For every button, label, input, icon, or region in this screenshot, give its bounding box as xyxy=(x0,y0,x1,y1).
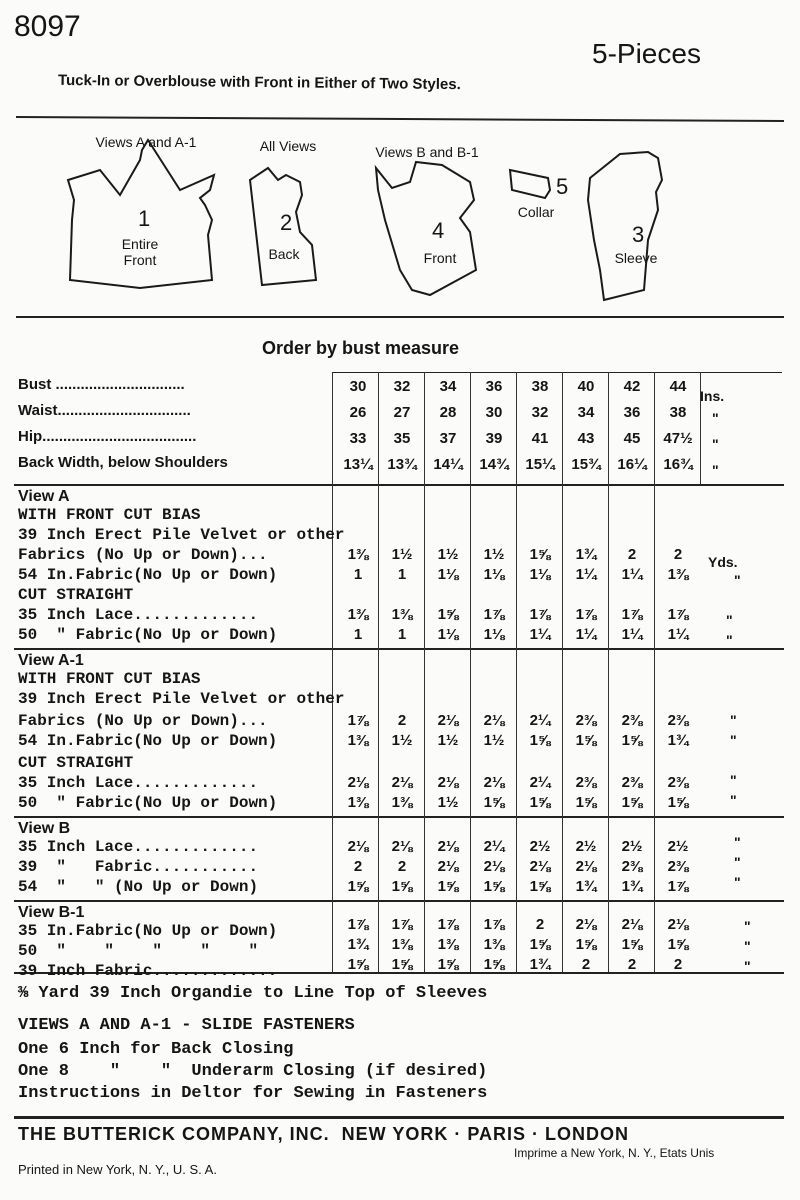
ditto-a1-r4: " xyxy=(730,792,737,808)
yardage-value: 1¾ xyxy=(667,732,689,749)
hip-value: 39 xyxy=(485,430,503,447)
yardage-value: 2¼ xyxy=(529,774,551,791)
view-b1-title: View B-1 xyxy=(18,904,85,921)
yardage-value: 1⅜ xyxy=(437,936,459,953)
waist-label: Waist................................ xyxy=(18,402,191,419)
yardage-value: 1⅞ xyxy=(667,606,689,623)
back-width-value: 13¾ xyxy=(387,456,417,473)
piece-1-number: 1 xyxy=(138,206,151,231)
yardage-value: 1⅝ xyxy=(483,794,505,811)
imprime: Imprime a New York, N. Y., Etats Unis xyxy=(514,1146,715,1160)
pattern-subtitle: Tuck-In or Overblouse with Front in Either of Two Styles. xyxy=(57,71,461,94)
yardage-value: 1⅛ xyxy=(529,566,551,583)
yardage-value: 2½ xyxy=(529,838,551,855)
yardage-value: 2½ xyxy=(621,838,643,855)
yardage-value: 2⅛ xyxy=(483,712,505,729)
back-width-value: 14¾ xyxy=(479,456,509,473)
piece-5-name: Collar xyxy=(517,204,555,220)
ditto-b-r3: " xyxy=(734,874,741,890)
back-width-label: Back Width, below Shoulders xyxy=(18,454,228,471)
yardage-value: 1⅝ xyxy=(529,546,551,563)
yardage-value: 1½ xyxy=(437,794,459,811)
waist-value: 28 xyxy=(439,404,457,421)
yardage-value: 2⅛ xyxy=(437,838,459,855)
yardage-value: 1⅝ xyxy=(667,936,689,953)
all-views-label: All Views xyxy=(259,138,317,154)
piece-2-number: 2 xyxy=(280,210,293,235)
view-a1-bottom xyxy=(14,816,784,818)
view-a1-r2-label: 54 In.Fabric(No Up or Down) xyxy=(18,732,278,750)
yardage-value: 2 xyxy=(673,546,683,563)
yardage-value: 1⅝ xyxy=(347,956,369,973)
ditto-a1-r1: " xyxy=(730,712,737,728)
back-width-value: 16¼ xyxy=(617,456,647,473)
ditto-a1-r2: " xyxy=(730,732,737,748)
yardage-value: 1⅝ xyxy=(529,732,551,749)
bust-value: 38 xyxy=(531,378,549,395)
yardage-value: 1½ xyxy=(483,732,505,749)
waist-value: 36 xyxy=(623,404,641,421)
yardage-value: 2⅜ xyxy=(667,774,689,791)
note-fasteners-heading: VIEWS A AND A-1 - SLIDE FASTENERS xyxy=(18,1016,355,1035)
yardage-value: 1⅜ xyxy=(483,936,505,953)
piece-5-number: 5 xyxy=(556,174,569,199)
waist-value: 38 xyxy=(669,404,687,421)
ditto-b1-r2: " xyxy=(744,938,751,954)
piece-2-name: Back xyxy=(268,246,300,262)
yardage-value: 1¾ xyxy=(575,546,597,563)
yardage-value: 2 xyxy=(627,956,637,973)
hip-value: 41 xyxy=(531,430,549,447)
yardage-value: 2⅜ xyxy=(667,858,689,875)
yardage-value: 1⅞ xyxy=(621,606,643,623)
ditto-b1-r3: " xyxy=(744,958,751,974)
yardage-value: 1⅜ xyxy=(347,732,369,749)
yardage-value: 2⅛ xyxy=(575,916,597,933)
yardage-value: 1¼ xyxy=(575,626,597,643)
company-name: THE BUTTERICK COMPANY, INC. NEW YORK · PARIS · LONDON xyxy=(18,1124,630,1144)
hip-value: 33 xyxy=(349,430,367,447)
view-b-title: View B xyxy=(18,820,71,837)
note-deltor-instructions: Instructions in Deltor for Sewing in Fasteners xyxy=(18,1084,488,1103)
hip-value: 43 xyxy=(577,430,595,447)
grid-column-line xyxy=(562,372,563,972)
yardage-value: 1⅝ xyxy=(529,936,551,953)
ditto-back: " xyxy=(712,462,719,478)
yardage-value: 2 xyxy=(353,858,363,875)
bust-value: 32 xyxy=(393,378,411,395)
yardage-value: 1¼ xyxy=(529,626,551,643)
back-width-value: 15¾ xyxy=(571,456,601,473)
printed-in: Printed in New York, N. Y., U. S. A. xyxy=(18,1162,217,1177)
yardage-value: 1⅝ xyxy=(575,732,597,749)
yardage-value: 1⅜ xyxy=(391,606,413,623)
table-measures-bottom xyxy=(14,484,784,486)
grid-column-line xyxy=(470,372,471,972)
view-a-r1-label: Fabrics (No Up or Down)... xyxy=(18,546,268,564)
yardage-value: 1⅛ xyxy=(483,566,505,583)
view-a-r4-label: 50 " Fabric(No Up or Down) xyxy=(18,626,278,644)
yardage-value: 1⅞ xyxy=(529,606,551,623)
bust-value: 34 xyxy=(439,378,457,395)
piece-4-name: Front xyxy=(423,250,457,266)
note-underarm-closing: One 8 " " Underarm Closing (if desired) xyxy=(18,1062,488,1081)
hip-value: 45 xyxy=(623,430,641,447)
ditto-b-r2: " xyxy=(734,854,741,870)
back-width-value: 15¼ xyxy=(525,456,555,473)
yardage-value: 2⅜ xyxy=(575,712,597,729)
yardage-value: 1⅝ xyxy=(529,878,551,895)
yardage-value: 1⅝ xyxy=(575,936,597,953)
yardage-value: 1¼ xyxy=(667,626,689,643)
yardage-value: 1⅝ xyxy=(621,732,643,749)
yardage-value: 1⅝ xyxy=(391,878,413,895)
yardage-value: 1¾ xyxy=(529,956,551,973)
view-b1-r2-label: 50 " " " " " xyxy=(18,942,259,960)
grid-column-line xyxy=(608,372,609,972)
view-a-bottom xyxy=(14,648,784,650)
yardage-value: 1⅞ xyxy=(347,916,369,933)
yardage-value: 1⅝ xyxy=(391,956,413,973)
view-a1-r4-label: 50 " Fabric(No Up or Down) xyxy=(18,794,278,812)
view-b-r2-label: 39 " Fabric........... xyxy=(18,858,259,876)
view-a1-title: View A-1 xyxy=(18,652,84,669)
yardage-value: 1⅜ xyxy=(347,546,369,563)
yardage-value: 1⅝ xyxy=(437,878,459,895)
order-title: Order by bust measure xyxy=(262,338,460,358)
yardage-value: 2⅜ xyxy=(575,774,597,791)
bust-value: 36 xyxy=(485,378,503,395)
yardage-value: 2⅛ xyxy=(347,774,369,791)
yardage-value: 1⅞ xyxy=(575,606,597,623)
bust-label: Bust ............................... xyxy=(18,376,185,393)
grid-column-line xyxy=(424,372,425,972)
yardage-value: 1⅝ xyxy=(575,794,597,811)
yardage-value: 2⅛ xyxy=(575,858,597,875)
table-top-line xyxy=(332,372,782,373)
yardage-value: 2⅛ xyxy=(483,774,505,791)
yardage-value: 2⅛ xyxy=(347,838,369,855)
yardage-value: 1½ xyxy=(437,546,459,563)
yardage-value: 1⅝ xyxy=(437,956,459,973)
view-b1-r1-label: 35 In.Fabric(No Up or Down) xyxy=(18,922,278,940)
bust-value: 30 xyxy=(349,378,367,395)
view-a1-line2: 39 Inch Erect Pile Velvet or other xyxy=(18,690,345,708)
yardage-value: 2⅛ xyxy=(667,916,689,933)
waist-value: 32 xyxy=(531,404,549,421)
yardage-value: 2⅛ xyxy=(621,916,643,933)
yardage-value: 1 xyxy=(397,626,407,643)
yardage-value: 2⅜ xyxy=(621,774,643,791)
hip-label: Hip..................................... xyxy=(18,428,197,445)
view-a-line1: WITH FRONT CUT BIAS xyxy=(18,506,201,524)
view-b-bottom xyxy=(14,900,784,902)
yardage-value: 1⅝ xyxy=(621,794,643,811)
view-a1-r1-label: Fabrics (No Up or Down)... xyxy=(18,712,268,730)
views-b-label: Views B and B-1 xyxy=(375,144,479,160)
pattern-number: 8097 xyxy=(14,10,81,43)
yardage-value: 2¼ xyxy=(483,838,505,855)
piece-3-name: Sleeve xyxy=(614,250,658,266)
yardage-value: 2 xyxy=(535,916,545,933)
yardage-value: 2 xyxy=(673,956,683,973)
yardage-value: 1½ xyxy=(391,546,413,563)
ditto-b-r1: " xyxy=(734,834,741,850)
yardage-value: 1⅛ xyxy=(437,626,459,643)
grid-column-line xyxy=(332,372,333,972)
view-a-title: View A xyxy=(18,488,70,505)
bust-value: 44 xyxy=(669,378,687,395)
yardage-value: 1⅛ xyxy=(437,566,459,583)
waist-value: 26 xyxy=(349,404,367,421)
back-width-value: 16¾ xyxy=(663,456,693,473)
ditto-b1-r1: " xyxy=(744,918,751,934)
yardage-value: 1⅞ xyxy=(347,712,369,729)
unit-yds: Yds. xyxy=(708,554,738,570)
yardage-value: 1⅜ xyxy=(667,566,689,583)
yardage-value: 1⅜ xyxy=(391,936,413,953)
piece-4-number: 4 xyxy=(432,218,445,243)
divider-diagram xyxy=(16,316,784,318)
yardage-value: 2⅛ xyxy=(529,858,551,875)
yardage-value: 2⅛ xyxy=(391,838,413,855)
yardage-value: 2⅛ xyxy=(391,774,413,791)
yardage-value: 1¼ xyxy=(575,566,597,583)
views-a-label: Views A and A-1 xyxy=(95,134,197,150)
grid-column-line xyxy=(654,372,655,972)
yardage-value: 1⅝ xyxy=(483,878,505,895)
note-back-closing: One 6 Inch for Back Closing xyxy=(18,1040,294,1059)
yardage-value: 2¼ xyxy=(529,712,551,729)
yardage-value: 1¼ xyxy=(621,566,643,583)
yardage-value: 1⅝ xyxy=(529,794,551,811)
yardage-value: 2½ xyxy=(575,838,597,855)
ditto-a-r2: " xyxy=(734,572,741,588)
view-a1-r3-label: 35 Inch Lace............. xyxy=(18,774,259,792)
yardage-value: 1⅜ xyxy=(347,794,369,811)
hip-value: 37 xyxy=(439,430,457,447)
piece-3-number: 3 xyxy=(632,222,645,247)
yardage-value: 2⅛ xyxy=(437,712,459,729)
waist-value: 34 xyxy=(577,404,595,421)
view-a1-cut: CUT STRAIGHT xyxy=(18,754,134,772)
piece-4-outline xyxy=(376,162,476,295)
yardage-value: 2⅜ xyxy=(621,858,643,875)
yardage-value: 1⅝ xyxy=(483,956,505,973)
yardage-value: 2⅛ xyxy=(437,858,459,875)
pieces-count: 5-Pieces xyxy=(592,38,701,69)
yardage-value: 1⅝ xyxy=(347,878,369,895)
yardage-value: 1⅜ xyxy=(347,606,369,623)
ditto-waist: " xyxy=(712,410,719,426)
divider-footer xyxy=(14,1116,784,1119)
grid-column-line xyxy=(516,372,517,972)
yardage-value: 2⅛ xyxy=(483,858,505,875)
hip-value: 35 xyxy=(393,430,411,447)
yardage-value: 1¾ xyxy=(347,936,369,953)
yardage-value: 1 xyxy=(397,566,407,583)
bust-value: 42 xyxy=(623,378,641,395)
piece-5-outline xyxy=(510,170,550,198)
yardage-value: 2½ xyxy=(667,838,689,855)
yardage-value: 1 xyxy=(353,626,363,643)
ditto-hip: " xyxy=(712,436,719,452)
view-a-r2-label: 54 In.Fabric(No Up or Down) xyxy=(18,566,278,584)
view-b-r1-label: 35 Inch Lace............. xyxy=(18,838,259,856)
view-b1-r3-label: 39 Inch Fabric............. xyxy=(18,962,278,980)
ditto-a-r3: " xyxy=(726,612,733,628)
yardage-value: 1⅞ xyxy=(391,916,413,933)
ditto-a-r4: " xyxy=(726,632,733,648)
yardage-value: 1¼ xyxy=(621,626,643,643)
yardage-value: 1⅝ xyxy=(437,606,459,623)
yardage-value: 1⅞ xyxy=(437,916,459,933)
yardage-value: 1¾ xyxy=(621,878,643,895)
yardage-value: 1½ xyxy=(483,546,505,563)
yardage-value: 1¾ xyxy=(575,878,597,895)
piece-3-outline xyxy=(588,152,662,300)
yardage-value: 1⅝ xyxy=(667,794,689,811)
waist-value: 27 xyxy=(393,404,411,421)
view-a-r3-label: 35 Inch Lace............. xyxy=(18,606,259,624)
yardage-value: 1⅞ xyxy=(483,606,505,623)
note-organdie: ⅜ Yard 39 Inch Organdie to Line Top of Sleeves xyxy=(18,984,488,1003)
yardage-value: 1 xyxy=(353,566,363,583)
back-width-value: 14¼ xyxy=(433,456,463,473)
waist-value: 30 xyxy=(485,404,503,421)
yardage-value: 1⅞ xyxy=(667,878,689,895)
yardage-value: 2 xyxy=(397,712,407,729)
ditto-a1-r3: " xyxy=(730,772,737,788)
yardage-value: 2⅜ xyxy=(621,712,643,729)
yardage-value: 2 xyxy=(397,858,407,875)
yardage-value: 1⅝ xyxy=(621,936,643,953)
yardage-value: 2⅛ xyxy=(437,774,459,791)
yardage-value: 2 xyxy=(627,546,637,563)
view-a-line2: 39 Inch Erect Pile Velvet or other xyxy=(18,526,345,544)
bust-value: 40 xyxy=(577,378,595,395)
yardage-value: 1½ xyxy=(437,732,459,749)
yardage-value: 2 xyxy=(581,956,591,973)
view-b-r3-label: 54 " " (No Up or Down) xyxy=(18,878,259,896)
view-a1-line1: WITH FRONT CUT BIAS xyxy=(18,670,201,688)
yardage-value: 1⅜ xyxy=(391,794,413,811)
yardage-value: 1⅛ xyxy=(483,626,505,643)
view-a-cut: CUT STRAIGHT xyxy=(18,586,134,604)
unit-ins: Ins. xyxy=(700,388,725,404)
yardage-value: 1½ xyxy=(391,732,413,749)
piece-1-name: Entire Front xyxy=(121,236,159,268)
yardage-value: 1⅞ xyxy=(483,916,505,933)
hip-value: 47½ xyxy=(663,430,693,447)
yardage-value: 2⅜ xyxy=(667,712,689,729)
back-width-value: 13¼ xyxy=(343,456,373,473)
